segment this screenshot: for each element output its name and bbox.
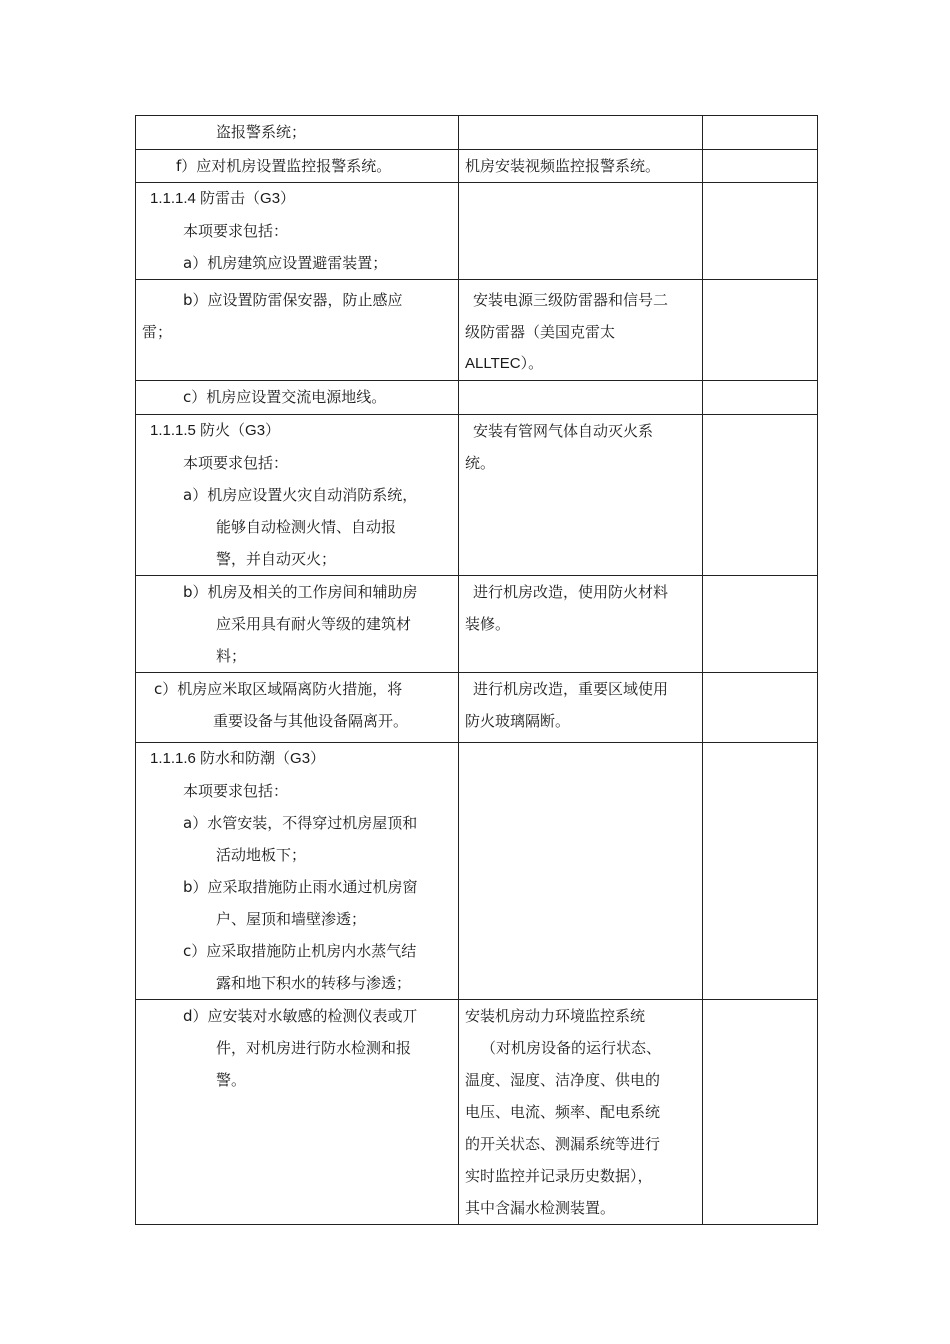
requirement-line: c）机房应设置交流电源地线。 <box>183 388 387 406</box>
measure-line: 电压、电流、频率、配电系统 <box>465 1103 661 1121</box>
requirement-line: 能够自动检测火情、自动报 <box>216 518 397 536</box>
measure-cell <box>459 743 703 1000</box>
remark-cell <box>703 576 818 673</box>
measure-line: （对机房设备的运行状态、 <box>481 1039 662 1057</box>
section-heading: 1.1.1.5 防火（G3） <box>150 422 281 439</box>
requirement-line: 警。 <box>216 1071 247 1089</box>
requirement-cell <box>136 116 459 150</box>
measure-cell <box>459 280 703 381</box>
requirement-line: a）水管安装，不得穿过机房屋顶和 <box>183 814 418 832</box>
measure-cell <box>459 150 703 183</box>
requirement-line: 警，并自动灭火； <box>216 550 337 568</box>
table-row <box>136 183 818 280</box>
requirement-line: c）机房应米取区域隔离防火措施，将 <box>154 680 403 698</box>
requirement-cell <box>136 1000 459 1225</box>
measure-line: 温度、湿度、洁净度、供电的 <box>465 1071 661 1089</box>
requirement-line: d）应安装对水敏感的检测仪表或丌 <box>183 1007 418 1025</box>
requirement-line: b）应采取措施防止雨水通过机房窗 <box>183 878 418 896</box>
requirement-line: f）应对机房设置监控报警系统。 <box>176 157 392 175</box>
remark-cell <box>703 150 818 183</box>
measure-line: 安装电源三级防雷器和信号二 <box>473 291 669 309</box>
section-intro: 本项要求包括： <box>183 222 289 240</box>
requirement-line: 户、屋顶和墙壁渗透； <box>216 910 367 928</box>
measure-line: 安装有管网气体自动灭火系 <box>473 422 654 440</box>
table-row <box>136 280 818 381</box>
requirement-line: a）机房应设置火灾自动消防系统， <box>183 486 418 504</box>
requirement-line: 雷； <box>142 323 173 341</box>
requirement-line: 盗报警系统； <box>216 123 307 141</box>
requirement-cell <box>136 576 459 673</box>
requirement-line: 活动地板下； <box>216 846 307 864</box>
requirement-line: a）机房建筑应设置避雷装置； <box>183 254 388 272</box>
measure-cell <box>459 116 703 150</box>
section-intro: 本项要求包括： <box>183 782 289 800</box>
requirement-line: b）应设置防雷保安器，防止感应 <box>183 291 403 309</box>
requirement-line: 件，对机房进行防水检测和报 <box>216 1039 412 1057</box>
section-intro: 本项要求包括： <box>183 454 289 472</box>
measure-cell <box>459 183 703 280</box>
remark-cell <box>703 381 818 415</box>
measure-line: 统。 <box>465 454 496 472</box>
requirement-cell <box>136 280 459 381</box>
measure-line: 实时监控并记录历史数据）， <box>465 1167 653 1185</box>
remark-cell <box>703 743 818 1000</box>
measure-cell <box>459 381 703 415</box>
requirement-cell <box>136 183 459 280</box>
measure-line: 进行机房改造，使用防火材料 <box>473 583 669 601</box>
requirement-cell <box>136 673 459 743</box>
remark-cell <box>703 415 818 576</box>
requirement-cell <box>136 743 459 1000</box>
remark-cell <box>703 183 818 280</box>
remark-cell <box>703 280 818 381</box>
requirement-line: 料； <box>216 647 247 665</box>
section-heading: 1.1.1.4 防雷击（G3） <box>150 190 296 207</box>
measure-line: ALLTEC）。 <box>465 355 544 372</box>
requirement-cell <box>136 150 459 183</box>
requirement-cell <box>136 381 459 415</box>
table-row <box>136 673 818 743</box>
table-row <box>136 1000 818 1225</box>
table-row <box>136 415 818 576</box>
measure-line: 的开关状态、测漏系统等进行 <box>465 1135 661 1153</box>
requirement-line: c）应采取措施防止机房内水蒸气结 <box>183 942 417 960</box>
measure-line: 级防雷器（美国克雷太 <box>465 323 616 341</box>
measure-line: 机房安装视频监控报警系统。 <box>465 157 661 175</box>
requirement-line: 重要设备与其他设备隔离开。 <box>213 712 409 730</box>
table-row <box>136 576 818 673</box>
table-row <box>136 150 818 183</box>
requirements-table <box>135 115 818 1225</box>
requirement-cell <box>136 415 459 576</box>
requirement-line: b）机房及相关的工作房间和辅助房 <box>183 583 418 601</box>
remark-cell <box>703 116 818 150</box>
measure-cell <box>459 415 703 576</box>
measure-line: 装修。 <box>465 615 511 633</box>
remark-cell <box>703 673 818 743</box>
measure-cell <box>459 1000 703 1225</box>
section-heading: 1.1.1.6 防水和防潮（G3） <box>150 750 326 767</box>
requirement-line: 应采用具有耐火等级的建筑材 <box>216 615 412 633</box>
measure-line: 进行机房改造，重要区域使用 <box>473 680 669 698</box>
measure-cell <box>459 576 703 673</box>
table-row <box>136 116 818 150</box>
measure-line: 其中含漏水检测装置。 <box>465 1199 616 1217</box>
measure-cell <box>459 673 703 743</box>
requirement-line: 露和地下积水的转移与渗透； <box>216 974 412 992</box>
table-row <box>136 743 818 1000</box>
remark-cell <box>703 1000 818 1225</box>
table-row <box>136 381 818 415</box>
measure-line: 防火玻璃隔断。 <box>465 712 571 730</box>
measure-line: 安装机房动力环境监控系统 <box>465 1007 646 1025</box>
